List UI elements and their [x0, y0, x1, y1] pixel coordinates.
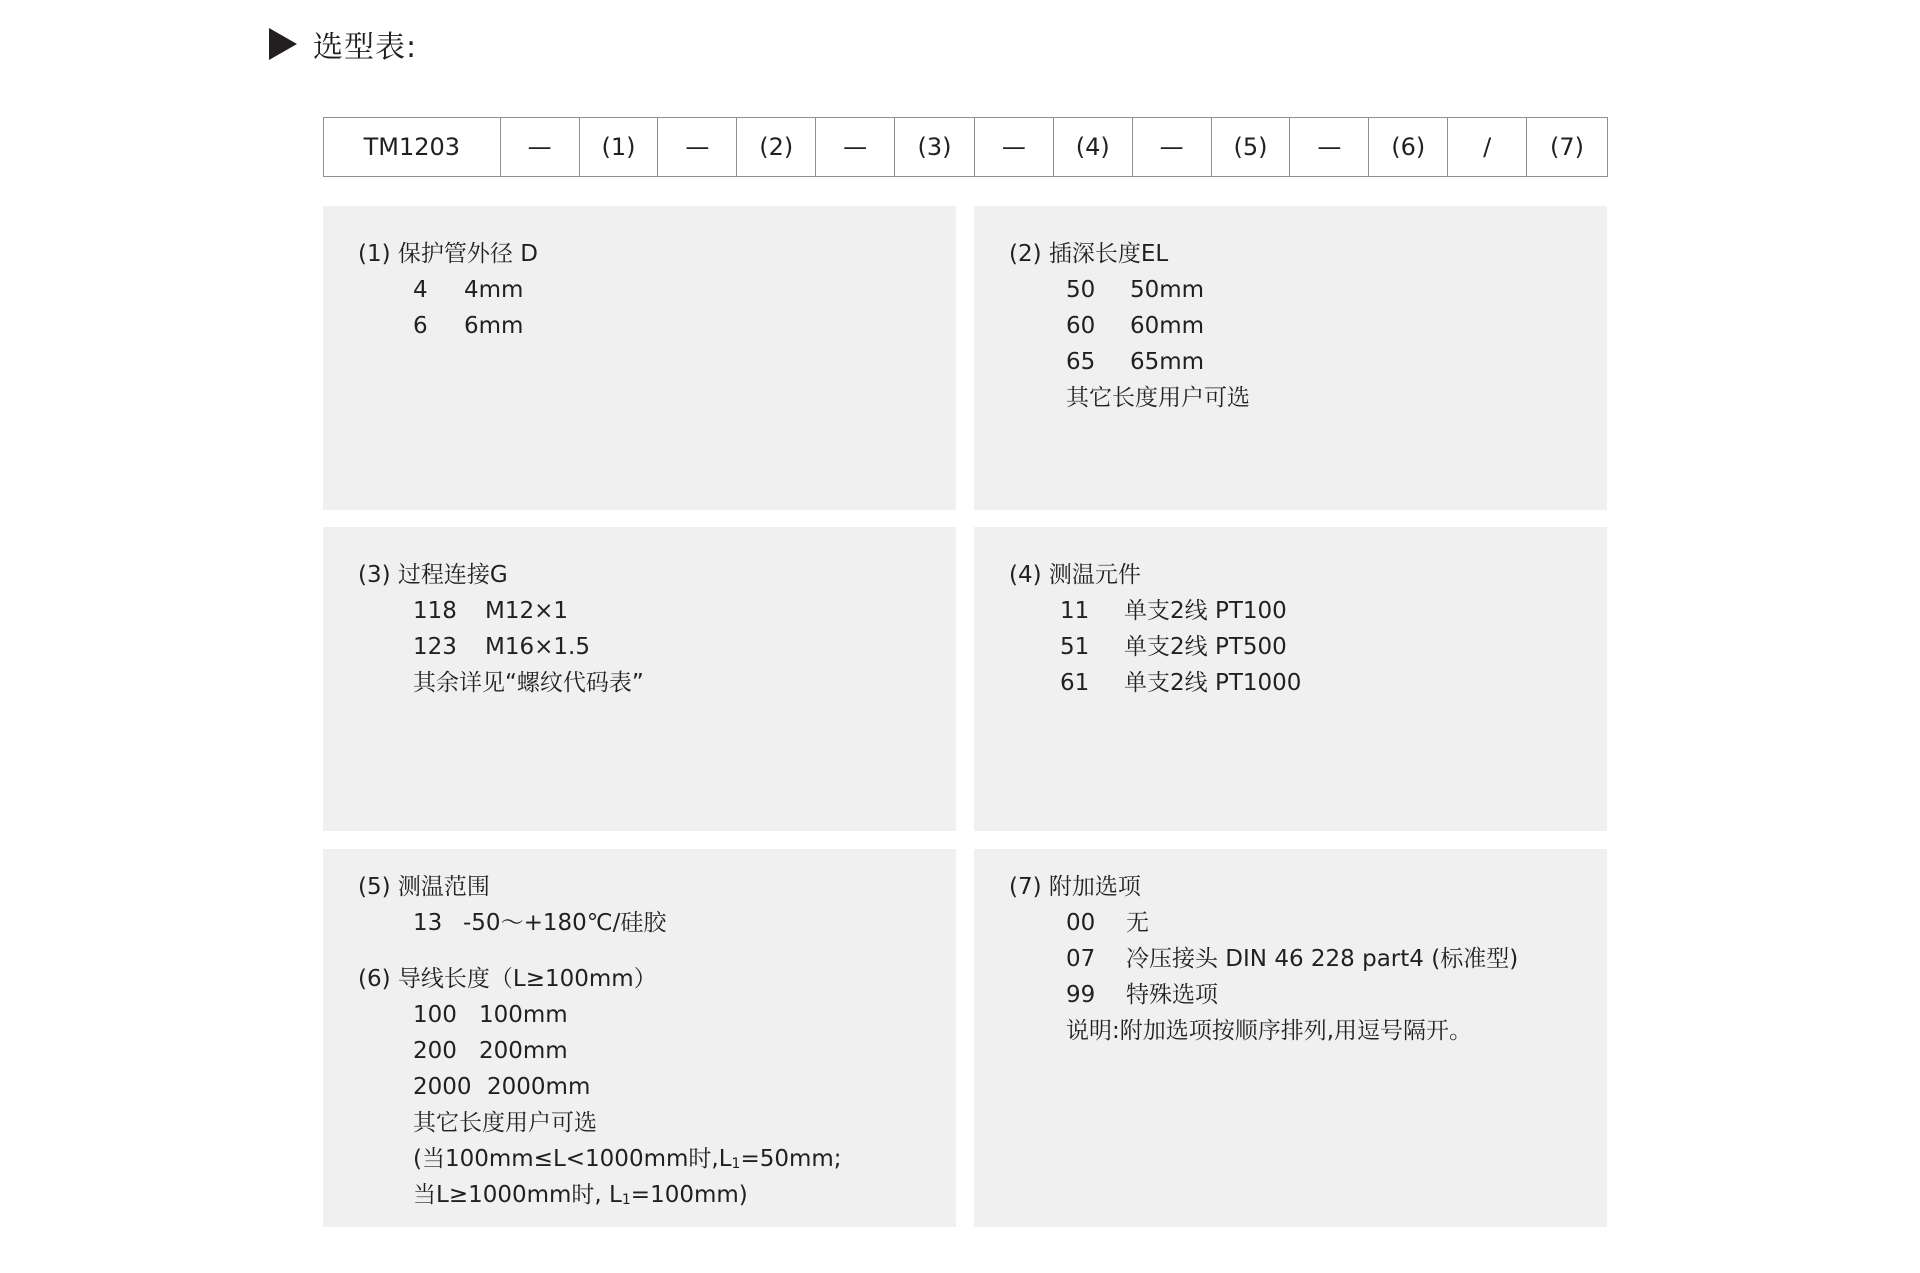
option-code: 51 — [1060, 634, 1090, 660]
option-row — [974, 308, 1607, 344]
option-row — [974, 665, 1607, 701]
section-title: (4) 测温元件 — [1009, 562, 1141, 588]
option-code: 118 — [413, 598, 457, 624]
option-code: 100 — [413, 1002, 457, 1028]
section-process-connection — [323, 527, 956, 831]
section-note: 其余详见“螺纹代码表” — [413, 670, 644, 696]
option-code: 4 — [413, 277, 428, 303]
code-slot-4: (4) — [1053, 118, 1132, 176]
code-separator: — — [974, 118, 1053, 176]
triangle-bullet-icon — [269, 28, 297, 60]
code-slot-5: (5) — [1211, 118, 1290, 176]
option-desc: M12×1 — [485, 598, 569, 624]
option-desc: 6mm — [464, 313, 524, 339]
option-row — [323, 1033, 956, 1069]
code-slot-1: (1) — [579, 118, 658, 176]
section-temperature-range-and-cable — [323, 849, 956, 1227]
section-title: (6) 导线长度（L≥100mm） — [358, 966, 657, 992]
option-desc: 单支2线 PT1000 — [1124, 670, 1302, 696]
option-row — [323, 629, 956, 665]
model-code-base: TM1203 — [363, 133, 461, 161]
section-title: (1) 保护管外径 D — [358, 241, 538, 267]
code-slot-2: (2) — [736, 118, 815, 176]
option-desc: 65mm — [1130, 349, 1205, 375]
option-desc: M16×1.5 — [485, 634, 590, 660]
code-slot-6: (6) — [1368, 118, 1447, 176]
option-desc: 200mm — [479, 1038, 568, 1064]
option-row — [974, 629, 1607, 665]
option-desc: 2000mm — [487, 1074, 591, 1100]
option-desc: 50mm — [1130, 277, 1205, 303]
section-title: (7) 附加选项 — [1009, 874, 1141, 900]
section-additional-options — [974, 849, 1607, 1227]
option-row — [974, 905, 1607, 941]
option-code: 65 — [1066, 349, 1096, 375]
option-row — [323, 308, 956, 344]
option-row — [974, 272, 1607, 308]
section-protection-tube-diameter — [323, 206, 956, 510]
option-row — [323, 997, 956, 1033]
code-slot-7: (7) — [1526, 118, 1607, 176]
section-note-condition: 当L≥1000mm时, $L_1=100mm$) — [413, 1182, 748, 1208]
page-heading — [269, 22, 417, 66]
option-row — [974, 344, 1607, 380]
option-desc: 无 — [1126, 910, 1149, 936]
section-note: 其它长度用户可选 — [413, 1110, 597, 1136]
option-row — [974, 977, 1607, 1013]
option-code: 123 — [413, 634, 457, 660]
option-code: 200 — [413, 1038, 457, 1064]
option-code: 61 — [1060, 670, 1090, 696]
code-separator: — — [500, 118, 579, 176]
option-row — [323, 905, 956, 941]
option-row — [974, 593, 1607, 629]
section-title: (3) 过程连接G — [358, 562, 508, 588]
option-desc: 100mm — [479, 1002, 568, 1028]
option-code: 13 — [413, 910, 443, 936]
option-code: 11 — [1060, 598, 1090, 624]
option-desc: 特殊选项 — [1126, 982, 1218, 1008]
code-slash: / — [1447, 118, 1526, 176]
section-title: (5) 测温范围 — [358, 874, 490, 900]
option-desc: 冷压接头 DIN 46 228 part4 (标准型) — [1126, 946, 1519, 972]
option-row — [974, 941, 1607, 977]
option-desc: 单支2线 PT100 — [1124, 598, 1287, 624]
option-row — [323, 1069, 956, 1105]
option-code: 00 — [1066, 910, 1096, 936]
model-code-row — [323, 117, 1608, 177]
code-slot-3: (3) — [894, 118, 974, 176]
option-desc: 60mm — [1130, 313, 1205, 339]
section-sensing-element — [974, 527, 1607, 831]
code-separator: — — [1289, 118, 1368, 176]
section-note: 其它长度用户可选 — [1066, 385, 1250, 411]
option-code: 2000 — [413, 1074, 472, 1100]
option-desc: -50～+180℃/硅胶 — [463, 910, 667, 936]
option-code: 6 — [413, 313, 428, 339]
section-note: 说明:附加选项按顺序排列,用逗号隔开。 — [1066, 1018, 1473, 1044]
section-title: (2) 插深长度EL — [1009, 241, 1169, 267]
code-separator: — — [815, 118, 894, 176]
option-code: 07 — [1066, 946, 1096, 972]
code-separator: — — [1132, 118, 1211, 176]
section-note-condition: (当100mm≤L<1000mm时$,L_1=50mm$; — [413, 1146, 842, 1172]
page-title: 选型表: — [313, 30, 418, 65]
section-insertion-length — [974, 206, 1607, 510]
option-code: 60 — [1066, 313, 1096, 339]
option-desc: 4mm — [464, 277, 524, 303]
option-code: 99 — [1066, 982, 1096, 1008]
option-row — [323, 272, 956, 308]
option-row — [323, 593, 956, 629]
code-separator: — — [657, 118, 736, 176]
option-desc: 单支2线 PT500 — [1124, 634, 1287, 660]
option-code: 50 — [1066, 277, 1096, 303]
